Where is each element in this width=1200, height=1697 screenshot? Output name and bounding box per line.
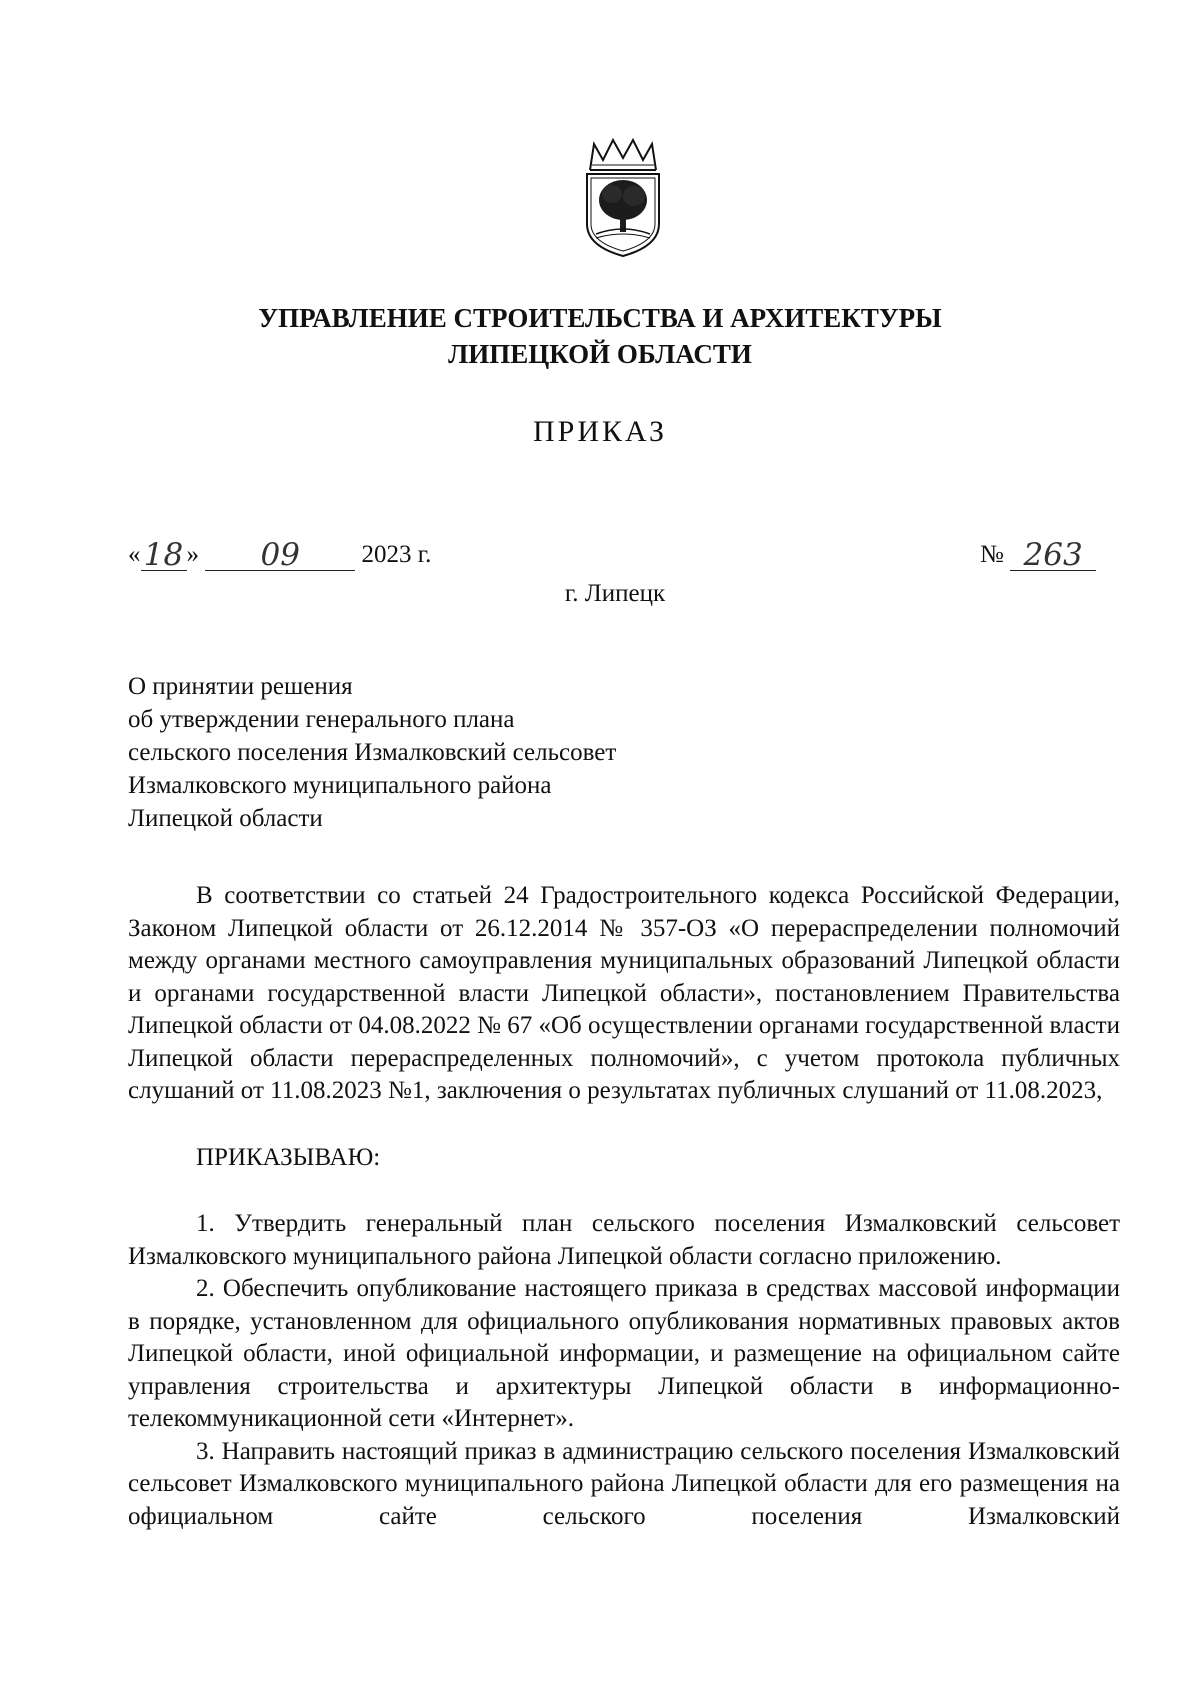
date-quote-close: » [186, 541, 199, 568]
subject-line: об утверждении генерального плана [128, 706, 515, 733]
subject-line: О принятии решения [128, 673, 353, 700]
organization-name [0, 300, 1200, 372]
order-number-value: 263 [1010, 540, 1096, 571]
order-date [128, 537, 432, 573]
order-item-1: 1. Утвердить генеральный план сельского поселения Измалковский сельсовет Измалковского муниципального района Липецкой области согласно приложению. [128, 1210, 1120, 1270]
subject-line: Липецкой области [128, 805, 323, 832]
date-quote-open: « [128, 541, 141, 568]
organization-name-line2: ЛИПЕЦКОЙ ОБЛАСТИ [448, 339, 752, 369]
order-number-label: № [980, 541, 1004, 568]
order-item-3: 3. Направить настоящий приказ в администрацию сельского поселения Измалковский сельсовет Измалковского муниципального района Липецкой области для его размещения на официальном сайте сельского поселения Измалковский [128, 1437, 1120, 1530]
order-body [128, 880, 1120, 1533]
order-number [980, 537, 1096, 573]
organization-name-line1: УПРАВЛЕНИЕ СТРОИТЕЛЬСТВА И АРХИТЕКТУРЫ [258, 303, 942, 333]
lipetsk-coat-of-arms-icon [582, 136, 664, 260]
subject-line: сельского поселения Измалковский сельсовет [128, 739, 617, 766]
subject-line: Измалковского муниципального района [128, 772, 552, 799]
document-type-title: ПРИКАЗ [533, 415, 667, 448]
order-directive-word: ПРИКАЗЫВАЮ: [196, 1143, 381, 1171]
preamble-paragraph: В соответствии со статьей 24 Градостроительного кодекса Российской Федерации, Законом Липецкой области от 26.12.2014 № 357-ОЗ «О перераспределении полномочий между органами местного самоуправления муниципальных образований Липецкой области и органами государственной власти Липецкой области», постановлением Правительства Липецкой области от 04.08.2022 № 67 «Об осуществлении органами государственной власти Липецкой области перераспределенных полномочий», с учетом протокола публичных слушаний от 11.08.2023 №1, заключения о результатах публичных слушаний от 11.08.2023, [128, 882, 1120, 1104]
date-month: 09 [205, 540, 355, 571]
order-item-2: 2. Обеспечить опубликование настоящего приказа в средствах массовой информации в порядке, установленном для официального опубликования нормативных правовых актов Липецкой области, иной официальной информации, и размещение на официальном сайте управления строительства и архитектуры Липецкой области в информационно-телекоммуникационной сети «Интернет». [128, 1275, 1120, 1432]
date-day: 18 [141, 540, 187, 571]
date-year: 2023 г. [361, 541, 432, 568]
city-name: г. Липецк [564, 580, 666, 607]
order-subject [128, 670, 616, 835]
